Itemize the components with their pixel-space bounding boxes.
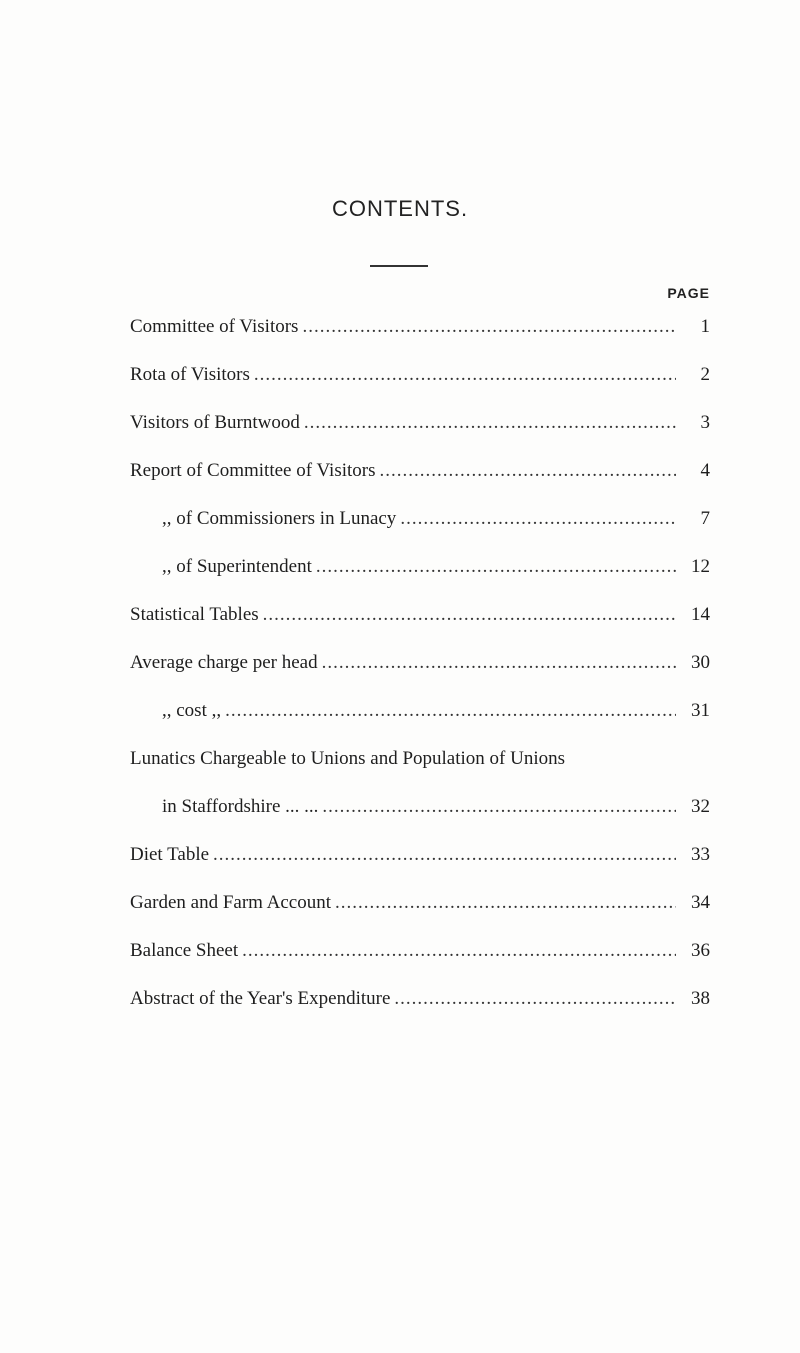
toc-entry bbox=[130, 698, 710, 724]
leader-dots bbox=[380, 458, 677, 484]
toc-entry-label: Rota of Visitors bbox=[130, 364, 250, 385]
leader-dots bbox=[302, 314, 676, 340]
toc-entry bbox=[130, 410, 710, 436]
toc-entry-label: ,, of Superintendent bbox=[162, 556, 312, 577]
toc-entry-page: 31 bbox=[691, 700, 710, 721]
toc-entry bbox=[130, 938, 710, 964]
toc-entry-label: Committee of Visitors bbox=[130, 316, 299, 337]
leader-dots bbox=[400, 506, 676, 532]
toc-entry-page: 12 bbox=[691, 556, 710, 577]
leader-dots bbox=[335, 890, 676, 916]
leader-dots bbox=[213, 842, 676, 868]
toc-entry bbox=[130, 602, 710, 628]
page-title: CONTENTS. bbox=[331, 196, 469, 221]
toc-entry-label: in Staffordshire ... ... bbox=[162, 796, 319, 817]
toc-entry bbox=[130, 650, 710, 676]
toc-entry-label: ,, cost ,, bbox=[162, 700, 222, 721]
toc-entry-label: Diet Table bbox=[130, 844, 210, 865]
leader-dots bbox=[394, 986, 676, 1012]
toc-entry-page: 1 bbox=[700, 316, 710, 337]
leader-dots bbox=[322, 650, 676, 676]
leader-dots bbox=[242, 938, 676, 964]
toc-entry bbox=[130, 506, 710, 532]
toc-entry-label: Garden and Farm Account bbox=[130, 892, 332, 913]
toc-entry-page: 30 bbox=[691, 652, 710, 673]
toc-entry bbox=[130, 794, 710, 820]
toc-entry-page: 38 bbox=[691, 988, 710, 1009]
toc-entry bbox=[130, 842, 710, 868]
toc-entry-label: ,, of Commissioners in Lunacy bbox=[162, 508, 397, 529]
toc-entry bbox=[130, 890, 710, 916]
toc-entry bbox=[130, 554, 710, 580]
leader-dots bbox=[322, 794, 676, 820]
leader-dots bbox=[316, 554, 676, 580]
toc-entry-page: 2 bbox=[700, 364, 710, 385]
toc-entry-page: 33 bbox=[691, 844, 710, 865]
page-column-header: PAGE bbox=[667, 285, 710, 301]
leader-dots bbox=[263, 602, 676, 628]
toc-entry-label: Average charge per head bbox=[130, 652, 318, 673]
toc-entry-page: 36 bbox=[691, 940, 710, 961]
toc-entry-page: 34 bbox=[691, 892, 710, 913]
toc-entry-page: 7 bbox=[700, 508, 710, 529]
toc-entry-page: 4 bbox=[700, 460, 710, 481]
title-rule bbox=[370, 265, 428, 267]
leader-dots bbox=[225, 698, 676, 724]
leader-dots bbox=[254, 362, 676, 388]
toc-entry bbox=[130, 362, 710, 388]
toc-entry bbox=[130, 986, 710, 1012]
toc-entry-label: Visitors of Burntwood bbox=[130, 412, 300, 433]
toc-entry-label: Balance Sheet bbox=[130, 940, 239, 961]
toc-entry-label: Abstract of the Year's Expenditure bbox=[130, 988, 391, 1009]
toc-entry-label: Lunatics Chargeable to Unions and Population of Unions bbox=[130, 748, 566, 769]
toc-entry bbox=[130, 458, 710, 484]
toc-entry-page: 14 bbox=[691, 604, 710, 625]
toc-entry-page: 3 bbox=[700, 412, 710, 433]
toc-entry-label: Statistical Tables bbox=[130, 604, 259, 625]
toc-entry-label: Report of Committee of Visitors bbox=[130, 460, 376, 481]
toc-entry-page: 32 bbox=[691, 796, 710, 817]
leader-dots bbox=[304, 410, 676, 436]
toc-entry bbox=[130, 314, 710, 340]
